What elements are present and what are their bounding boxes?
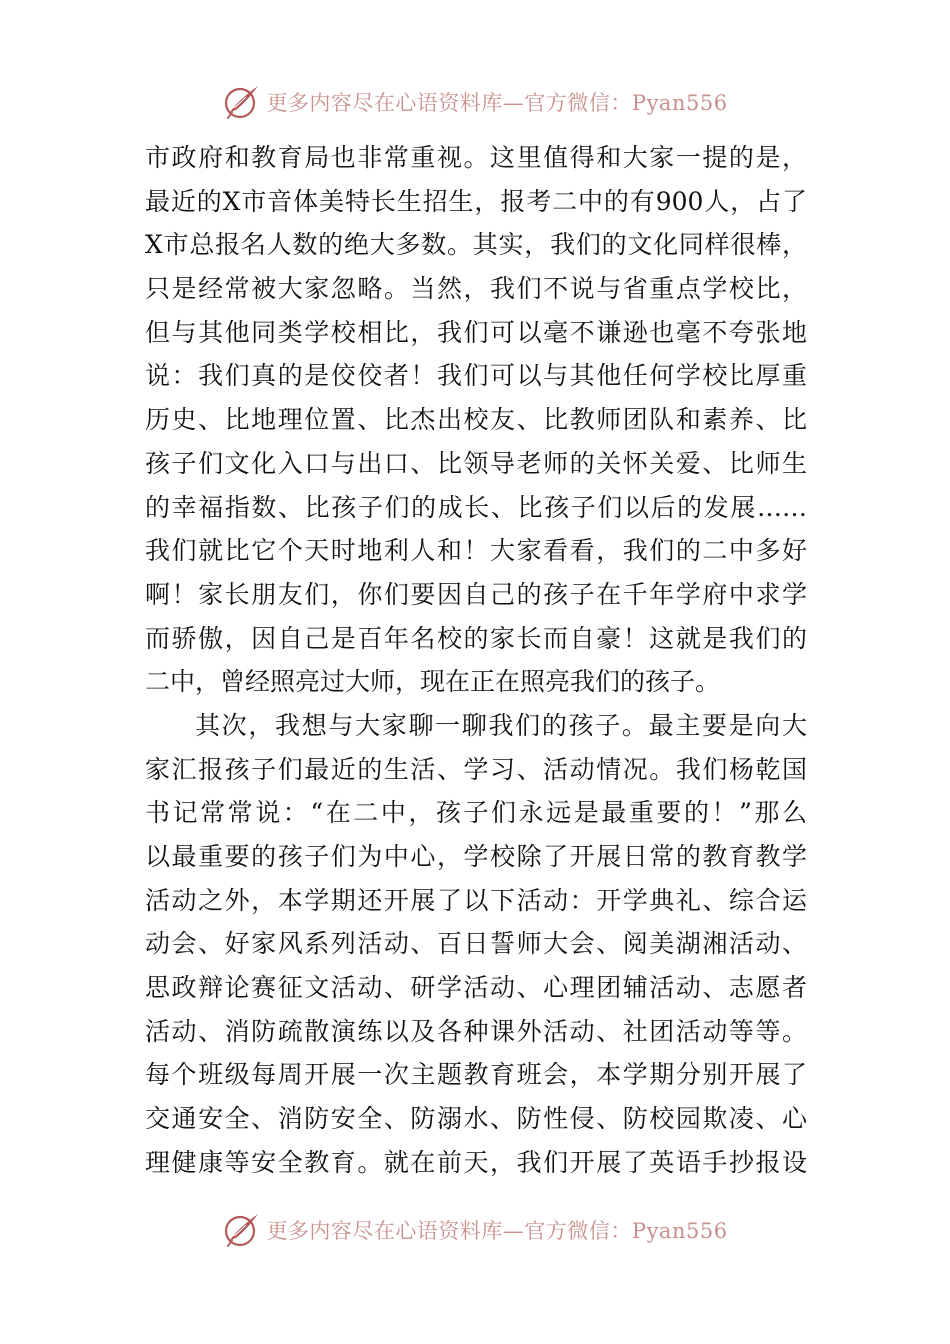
text-line: 历史、比地理位置、比杰出校友、比教师团队和素养、比 xyxy=(145,405,807,435)
text-line: 交通安全、消防安全、防溺水、防性侵、防校园欺凌、心 xyxy=(145,1104,807,1134)
text-line: 而骄傲，因自己是百年名校的家长而自豪！这就是我们的 xyxy=(145,623,807,653)
text-line: X市总报名人数的绝大多数。其实，我们的文化同样很棒， xyxy=(145,230,807,260)
text-line: 但与其他同类学校相比，我们可以毫不谦逊也毫不夸张地 xyxy=(145,317,807,347)
text-line: 其次，我想与大家聊一聊我们的孩子。最主要是向大 xyxy=(195,710,807,740)
text-line: 动会、好家风系列活动、百日誓师大会、阅美湖湘活动、 xyxy=(145,929,807,959)
footer-watermark xyxy=(0,1208,950,1252)
text-line: 说：我们真的是佼佼者！我们可以与其他任何学校比厚重 xyxy=(145,361,807,391)
text-line: 书记常常说：“在二中，孩子们永远是最重要的！”那么 xyxy=(145,798,807,828)
text-line: 每个班级每周开展一次主题教育班会，本学期分别开展了 xyxy=(145,1060,807,1090)
text-line: 思政辩论赛征文活动、研学活动、心理团辅活动、志愿者 xyxy=(145,973,807,1003)
watermark-text: 更多内容尽在心语资料库—官方微信：Pyan556 xyxy=(266,1219,728,1243)
text-line: 以最重要的孩子们为中心，学校除了开展日常的教育教学 xyxy=(145,842,807,871)
header-watermark xyxy=(0,80,950,124)
body-text xyxy=(145,136,807,1185)
text-line: 家汇报孩子们最近的生活、学习、活动情况。我们杨乾国 xyxy=(145,754,807,784)
text-line: 的幸福指数、比孩子们的成长、比孩子们以后的发展…… xyxy=(145,492,807,522)
quill-pen-circle-logo-icon xyxy=(222,1210,262,1250)
watermark-text: 更多内容尽在心语资料库—官方微信：Pyan556 xyxy=(266,91,728,115)
text-line: 孩子们文化入口与出口、比领导老师的关怀关爱、比师生 xyxy=(145,448,807,478)
text-line: 最近的X市音体美特长生招生，报考二中的有900人，占了 xyxy=(145,186,807,216)
text-line: 活动、消防疏散演练以及各种课外活动、社团活动等等。 xyxy=(145,1016,807,1046)
text-line: 理健康等安全教育。就在前天，我们开展了英语手抄报设 xyxy=(145,1147,807,1177)
quill-pen-circle-logo-icon xyxy=(222,82,262,122)
text-line: 市政府和教育局也非常重视。这里值得和大家一提的是， xyxy=(145,143,807,172)
text-line: 啊！家长朋友们，你们要因自己的孩子在千年学府中求学 xyxy=(145,579,807,609)
text-line: 只是经常被大家忽略。当然，我们不说与省重点学校比， xyxy=(145,274,807,304)
text-line: 二中，曾经照亮过大师，现在正在照亮我们的孩子。 xyxy=(145,667,721,697)
text-line: 我们就比它个天时地利人和！大家看看，我们的二中多好 xyxy=(145,536,807,566)
text-line: 活动之外，本学期还开展了以下活动：开学典礼、综合运 xyxy=(145,885,807,915)
